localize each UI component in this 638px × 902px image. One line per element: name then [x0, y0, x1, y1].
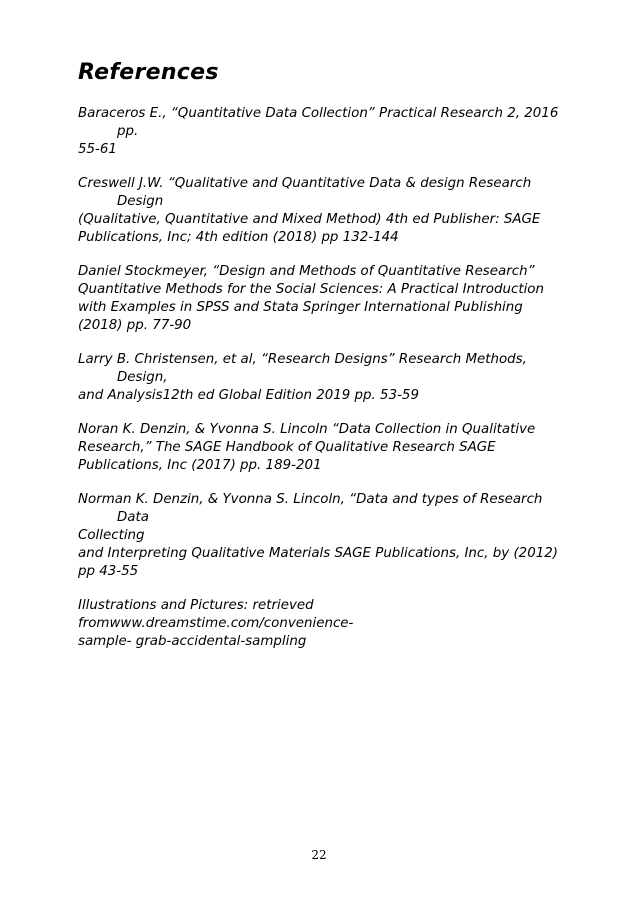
reference-line: Collecting	[78, 528, 145, 543]
reference-line: Baraceros E., “Quantitative Data Collection” Practical Research 2, 2016 pp.	[78, 106, 559, 139]
reference-line: Creswell J.W. “Qualitative and Quantitative Data & design Research Design	[78, 176, 532, 209]
reference-line: Daniel Stockmeyer, “Design and Methods of Quantitative Research”	[78, 264, 535, 279]
reference-line: Research,” The SAGE Handbook of Qualitative Research SAGE	[78, 440, 496, 455]
reference-item	[78, 351, 568, 405]
reference-line: Larry B. Christensen, et al, “Research Designs” Research Methods, Design,	[78, 352, 527, 385]
reference-line: 55-61	[78, 142, 117, 157]
page-title: References	[78, 60, 219, 85]
reference-line: Norman K. Denzin, & Yvonna S. Lincoln, “Data and types of Research Data	[78, 492, 543, 525]
reference-line: Publications, Inc; 4th edition (2018) pp 132-144	[78, 230, 399, 245]
reference-line: Publications, Inc (2017) pp. 189-201	[78, 458, 322, 473]
reference-line: and Analysis12th ed Global Edition 2019 pp. 53-59	[78, 388, 419, 403]
reference-line: Quantitative Methods for the Social Sciences: A Practical Introduction	[78, 282, 544, 297]
reference-line: with Examples in SPSS and Stata Springer International Publishing	[78, 300, 523, 315]
credit-line: sample- grab-accidental-sampling	[78, 634, 307, 649]
reference-line: and Interpreting Qualitative Materials SAGE Publications, Inc, by (2012)	[78, 546, 558, 561]
credit-line: Illustrations and Pictures: retrieved fromwww.dreamstime.com/convenience-	[78, 598, 354, 631]
reference-line: (2018) pp. 77-90	[78, 318, 192, 333]
reference-item	[78, 421, 568, 475]
reference-line: Noran K. Denzin, & Yvonna S. Lincoln “Data Collection in Qualitative	[78, 422, 536, 437]
reference-item	[78, 263, 568, 335]
reference-line: pp 43-55	[78, 564, 139, 579]
reference-line: (Qualitative, Quantitative and Mixed Method) 4th ed Publisher: SAGE	[78, 212, 541, 227]
page-number: 22	[311, 848, 327, 862]
reference-list	[78, 105, 568, 667]
reference-item	[78, 491, 568, 581]
reference-item	[78, 105, 568, 159]
illustrations-credit	[78, 597, 568, 651]
reference-item	[78, 175, 568, 247]
